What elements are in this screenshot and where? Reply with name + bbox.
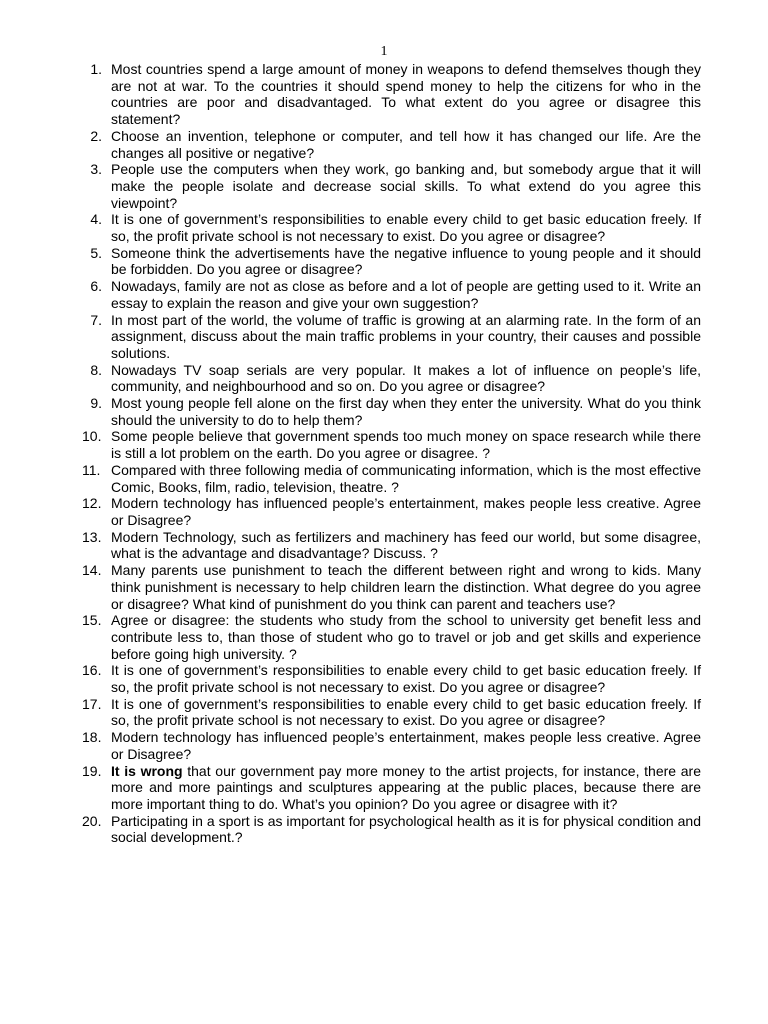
question-number: 14. bbox=[82, 562, 102, 579]
question-number: 2. bbox=[90, 127, 102, 144]
question-text: In most part of the world, the volume of traffic is growing at an alarming rate. In the form of an assignment, discuss about the main traffic problems in your country, their causes and possible solutions. bbox=[111, 311, 701, 361]
question-item-8 bbox=[82, 362, 701, 395]
question-number: 4. bbox=[90, 211, 102, 228]
page-number: 1 bbox=[380, 44, 388, 59]
question-item-1 bbox=[82, 61, 701, 128]
question-text: Some people believe that government spends too much money on space research while there is still a lot problem on the earth. Do you agree or disagree. ? bbox=[111, 428, 701, 462]
question-text: Nowadays, family are not as close as before and a lot of people are getting used to it. Write an essay to explain the reason and give your own suggestion? bbox=[111, 278, 701, 311]
question-item-14 bbox=[82, 562, 701, 612]
question-item-3 bbox=[82, 161, 701, 211]
question-number: 5. bbox=[90, 244, 102, 261]
question-text: Most countries spend a large amount of money in weapons to defend themselves though they are not at war. To the countries it should spend money to help the citizens for who in the countries are poor and disadvantaged. To what extent do you agree or disagree this statement? bbox=[111, 61, 701, 128]
question-text: Modern technology has influenced people’s entertainment, makes people less creative. Agree or Disagree? bbox=[111, 729, 701, 762]
question-item-4 bbox=[82, 211, 701, 244]
question-item-5 bbox=[82, 245, 701, 278]
question-item-15 bbox=[82, 612, 701, 662]
question-text: Modern Technology, such as fertilizers and machinery has feed our world, but some disagree, what is the advantage and disadvantage? Discuss. ? bbox=[111, 528, 701, 562]
question-number: 7. bbox=[90, 311, 102, 328]
question-text: Choose an invention, telephone or computer, and tell how it has changed our life. Are the changes all positive or negative? bbox=[111, 127, 701, 161]
question-number: 1. bbox=[90, 61, 102, 77]
question-item-12 bbox=[82, 495, 701, 528]
question-text: Someone think the advertisements have the negative influence to young people and it should be forbidden. Do you agree or disagree? bbox=[111, 244, 701, 278]
question-number: 20. bbox=[82, 812, 102, 829]
question-number: 8. bbox=[90, 361, 102, 378]
question-item-18 bbox=[82, 729, 701, 762]
question-text: Modern technology has influenced people’s entertainment, makes people less creative. Agree or Disagree? bbox=[111, 495, 701, 528]
question-number: 3. bbox=[90, 161, 102, 178]
question-item-9 bbox=[82, 395, 701, 428]
question-number: 11. bbox=[82, 461, 101, 478]
question-number: 10. bbox=[82, 428, 102, 445]
question-text: People use the computers when they work, go banking and, but somebody argue that it will make the people isolate and decrease social skills. To what extend do you agree this viewpoint? bbox=[111, 161, 701, 211]
question-text: It is one of government’s responsibilities to enable every child to get basic education freely. If so, the profit private school is not necessary to exist. Do you agree or disagree? bbox=[111, 211, 701, 245]
question-text: Compared with three following media of communicating information, which is the most effective Comic, Books, film, radio, television, theatre. ? bbox=[111, 461, 701, 495]
question-number: 6. bbox=[90, 278, 102, 295]
question-text: It is one of government’s responsibilities to enable every child to get basic education freely. If so, the profit private school is not necessary to exist. Do you agree or disagree? bbox=[111, 695, 701, 729]
question-item-6 bbox=[82, 278, 701, 311]
question-text: Agree or disagree: the students who study from the school to university get benefit less and contribute less to, than those of student who go to travel or job and get skills and experience before going high university. ? bbox=[111, 612, 701, 662]
question-text-rest: that our government pay more money to the artist projects, for instance, there are more and more paintings and sculptures appearing at the public places, because there are more important thing to do. What’s you opinion? Do you agree or disagree with it? bbox=[111, 762, 701, 812]
question-emphasis: It is wrong bbox=[111, 762, 183, 779]
question-text: Nowadays TV soap serials are very popular. It makes a lot of influence on people’s life, community, and neighbourhood and so on. Do you agree or disagree? bbox=[111, 361, 701, 395]
question-item-20 bbox=[82, 813, 701, 846]
question-item-19 bbox=[82, 763, 701, 813]
question-number: 13. bbox=[82, 528, 102, 545]
question-item-11 bbox=[82, 462, 701, 495]
question-item-17 bbox=[82, 696, 701, 729]
question-item-13 bbox=[82, 529, 701, 562]
question-number: 19. bbox=[82, 762, 102, 779]
question-list bbox=[82, 61, 701, 846]
question-text: Participating in a sport is as important for psychological health as it is for physical condition and social development.? bbox=[111, 812, 701, 846]
question-text: Many parents use punishment to teach the different between right and wrong to kids. Many think punishment is necessary to help children learn the distinction. What degree do you agree or disagree? What kind of punishment do you think can parent and teachers use? bbox=[111, 562, 701, 612]
question-number: 17. bbox=[82, 695, 102, 712]
question-text: Most young people fell alone on the first day when they enter the university. What do you think should the university to do to help them? bbox=[111, 395, 701, 428]
question-item-2 bbox=[82, 128, 701, 161]
question-number: 15. bbox=[82, 612, 102, 629]
question-text bbox=[111, 763, 701, 813]
question-item-16 bbox=[82, 662, 701, 695]
question-item-7 bbox=[82, 312, 701, 362]
question-number: 12. bbox=[82, 495, 102, 512]
question-number: 16. bbox=[82, 662, 102, 679]
question-item-10 bbox=[82, 428, 701, 461]
question-text: It is one of government’s responsibilities to enable every child to get basic education freely. If so, the profit private school is not necessary to exist. Do you agree or disagree? bbox=[111, 662, 701, 696]
question-number: 9. bbox=[90, 395, 102, 412]
question-number: 18. bbox=[82, 729, 102, 746]
